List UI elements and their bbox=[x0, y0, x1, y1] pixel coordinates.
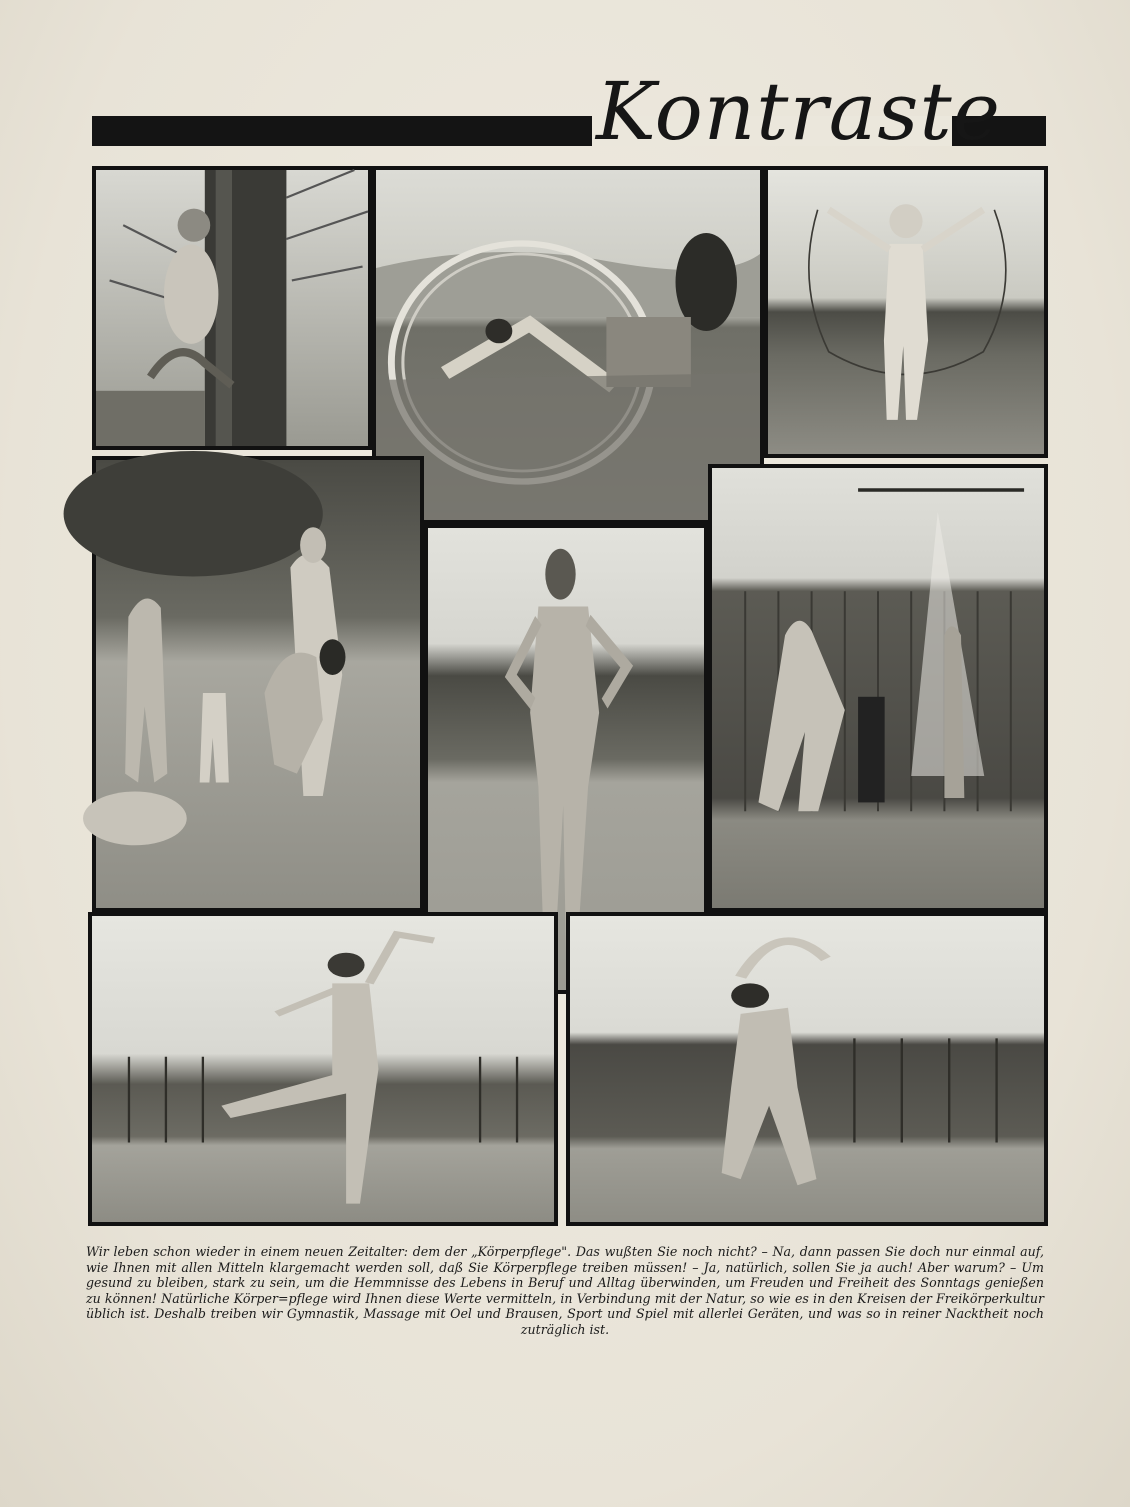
photo-shower-pump bbox=[708, 464, 1048, 912]
photo-group-meadow bbox=[92, 456, 424, 912]
page-title: Kontraste bbox=[596, 65, 1001, 158]
photo-dancer-arch bbox=[566, 912, 1048, 1226]
header-title-box bbox=[588, 65, 1001, 158]
photo-gymnastics-wheel bbox=[372, 166, 764, 524]
photo-tree-climber bbox=[92, 166, 372, 450]
caption-paragraph: Wir leben schon wieder in einem neuen Zeitalter: dem der „Körperpflege". Das wußten Sie noch nicht? – Na, dann passen Sie doch nur einmal auf, wie Ihnen mit allen Mitteln klargemacht werden soll, daß Sie Körperpflege treiben müssen! – Ja, natürlich, sollen Sie ja auch! Aber warum? – Um gesund zu bleiben, stark zu sein, um die Hemmnisse des Lebens in Beruf und Alltag überwinden, um Freuden und Freiheit des Sonntags genießen zu können! Natürliche Körper=pflege wird Ihnen diese Werte vermitteln, in Verbindung mit der Natur, so wie es in den Kreisen der Freikörperkultur üblich ist. Deshalb treiben wir Gymnastik, Massage mit Oel und Brausen, Sport und Spiel mit allerlei Geräten, und was so in reiner Nacktheit noch zuträglich ist. bbox=[86, 1244, 1044, 1337]
photo-dancer-kick bbox=[88, 912, 558, 1226]
caption-text bbox=[86, 1244, 1044, 1338]
photo-jump-rope bbox=[764, 166, 1048, 458]
